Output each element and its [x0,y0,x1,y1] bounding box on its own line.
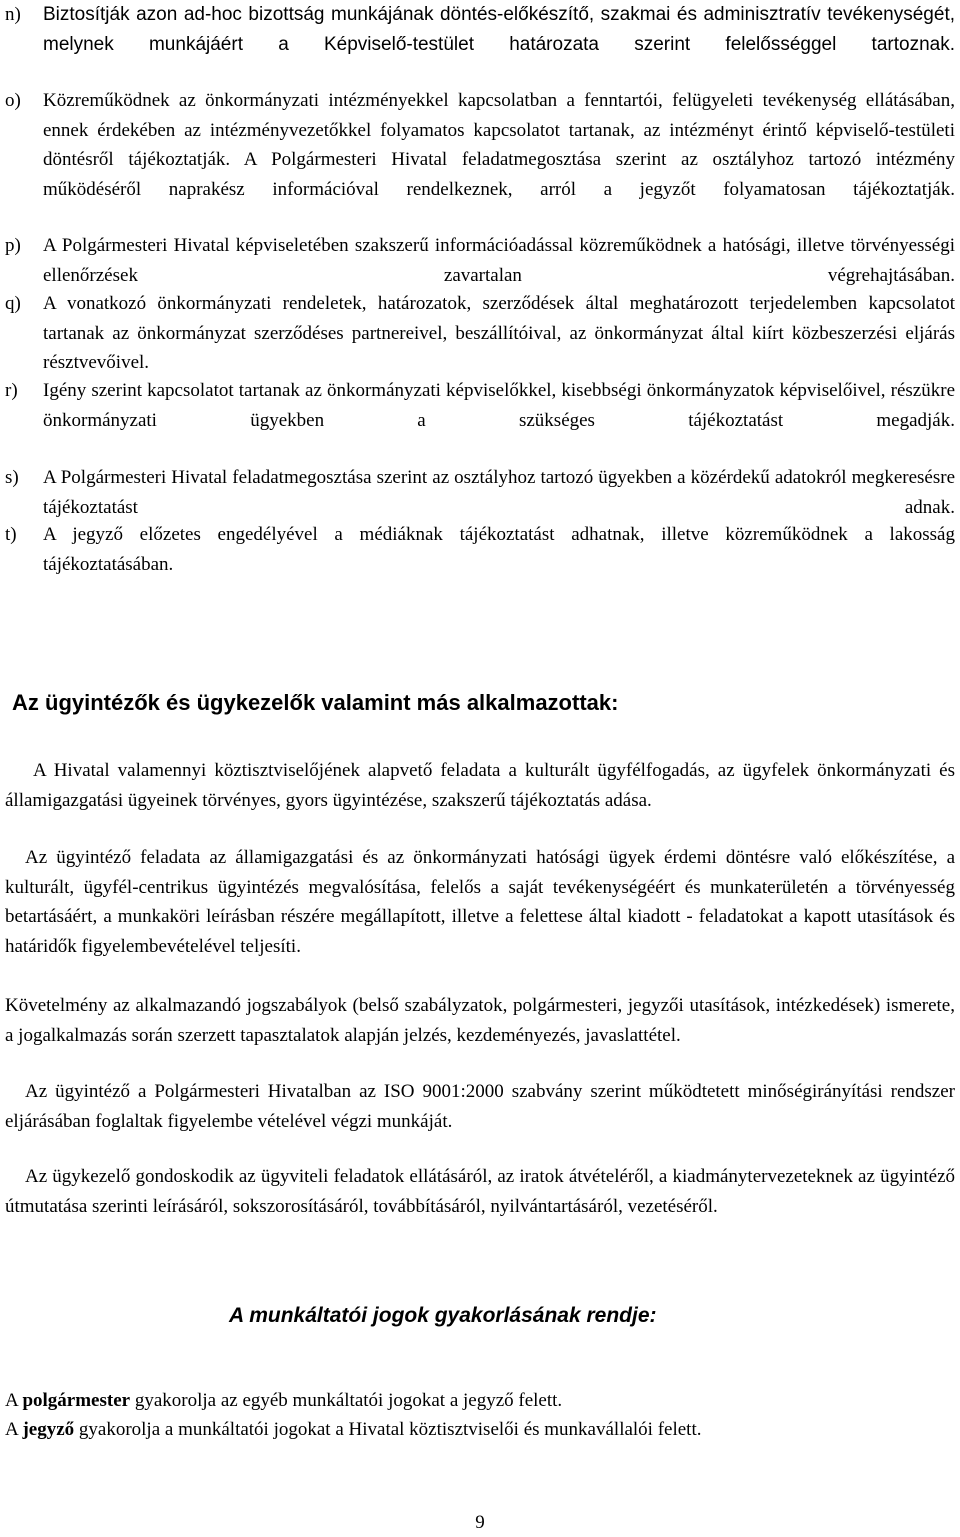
list-item-o [5,86,955,234]
list-marker: q) [5,293,21,314]
list-marker: t) [5,524,17,545]
list-item-text: Közreműködnek az önkormányzati intézményekkel kapcsolatban a fenntartói, felügyeleti tevékenység ellátásában, ennek érdekében az intézményvezetőkkel folyamatos kapcsolatot tartanak, az intézményt érintő képviselő-testületi döntésről tájékoztatják. A Polgármesteri Hivatal feladatmegosztása szerint az osztályhoz tartozó intézmény működéséről naprakész információval rendelkeznek, arról a jegyzőt folyamatosan tájékoztatják. [43,90,955,200]
page-number: 9 [475,1512,485,1533]
list-marker: s) [5,467,19,488]
employer-rights-mayor [5,1386,955,1416]
list-item-r [5,376,955,465]
line-prefix: A [5,1419,18,1440]
paragraph-case-handler-duties: Az ügyintéző feladata az államigazgatási és az önkormányzati hatósági ügyek érdemi döntésre való előkészítése, a kulturált, ügyfél-centrikus ügyintézés megvalósítása, felelős a saját tevékenységéért és munkaterületén a törvényesség betartásáért, a munkaköri leírásban részére megállapított, illetve a felettese által kiadott - feladatokat a kapott utasítások és határidők figyelembevételével teljesíti. [5,847,955,957]
list-item-text: A vonatkozó önkormányzati rendeletek, határozatok, szerződések által meghatározott terjedelemben kapcsolatot tartanak az önkormányzat szerződéses partnereivel, beszállítóival, az önkormányzat által kiírt közbeszerzési eljárás résztvevőivel. [43,293,955,373]
employer-rights-notary [5,1415,955,1445]
list-item-text: A Polgármesteri Hivatal képviseletében szakszerű információadással közreműködnek a hatósági, illetve törvényességi ellenőrzések zavartalan végrehajtásában. [43,235,955,286]
list-item-t [5,520,955,609]
line-prefix: A [5,1390,18,1411]
paragraph-general-duties: A Hivatal valamennyi köztisztviselőjének alapvető feladata a kulturált ügyfélfogadás, az ügyfelek önkormányzati és államigazgatási ügyeinek törvényes, gyors ügyintézése, szakszerű tájékoztatás adása. [5,760,955,811]
list-item-text: Igény szerint kapcsolatot tartanak az önkormányzati képviselőkkel, kisebbségi önkormányzatok képviselőivel, részükre önkormányzati ügyekben a szükséges tájékoztatást megadják. [43,380,955,431]
list-item-text: A jegyző előzetes engedélyével a médiáknak tájékoztatást adhatnak, illetve közreműködnek a lakosság tájékoztatásában. [43,524,955,575]
section-heading-staff: Az ügyintézők és ügykezelők valamint más alkalmazottak: [12,690,619,715]
paragraph-requirements: Követelmény az alkalmazandó jogszabályok (belső szabályzatok, polgármesteri, jegyzői utasítások, intézkedések) ismerete, a jogalkalmazás során szerzett tapasztalatok alapján jelzés, kezdeményezés, javaslattétel. [5,995,955,1046]
list-item-text: Biztosítják azon ad-hoc bizottság munkájának döntés-előkészítő, szakmai és adminisztratív tevékenységét, melynek munkájáért a Képviselő-testület határozata szerint felelősséggel tartoznak. [43,4,955,55]
line-text: gyakorolja a munkáltatói jogokat a Hivatal köztisztviselői és munkavállalói felett. [78,1419,702,1440]
list-marker: p) [5,235,21,256]
list-item-n [5,0,955,89]
role-notary: jegyző [22,1419,75,1440]
list-marker: n) [5,4,21,25]
list-item-text: A Polgármesteri Hivatal feladatmegosztása szerint az osztályhoz tartozó ügyekben a közérdekű adatokról megkeresésre tájékoztatást adnak. [43,467,955,518]
role-mayor: polgármester [22,1390,131,1411]
section-heading-employer-rights: A munkáltatói jogok gyakorlásának rendje: [229,1304,657,1327]
paragraph-clerk-duties: Az ügykezelő gondoskodik az ügyviteli feladatok ellátásáról, az iratok átvételéről, a kiadmánytervezeteknek az ügyintéző útmutatása szerinti leírásáról, sokszorosításáról, továbbításáról, nyilvántartásáról, vezetéséről. [5,1166,955,1217]
list-marker: o) [5,90,21,111]
line-text: gyakorolja az egyéb munkáltatói jogokat a jegyző felett. [134,1390,563,1411]
list-marker: r) [5,380,18,401]
paragraph-iso: Az ügyintéző a Polgármesteri Hivatalban az ISO 9001:2000 szabvány szerint működtetett minőségirányítási rendszer eljárásában foglaltak figyelembe vételével végzi munkáját. [5,1081,955,1132]
